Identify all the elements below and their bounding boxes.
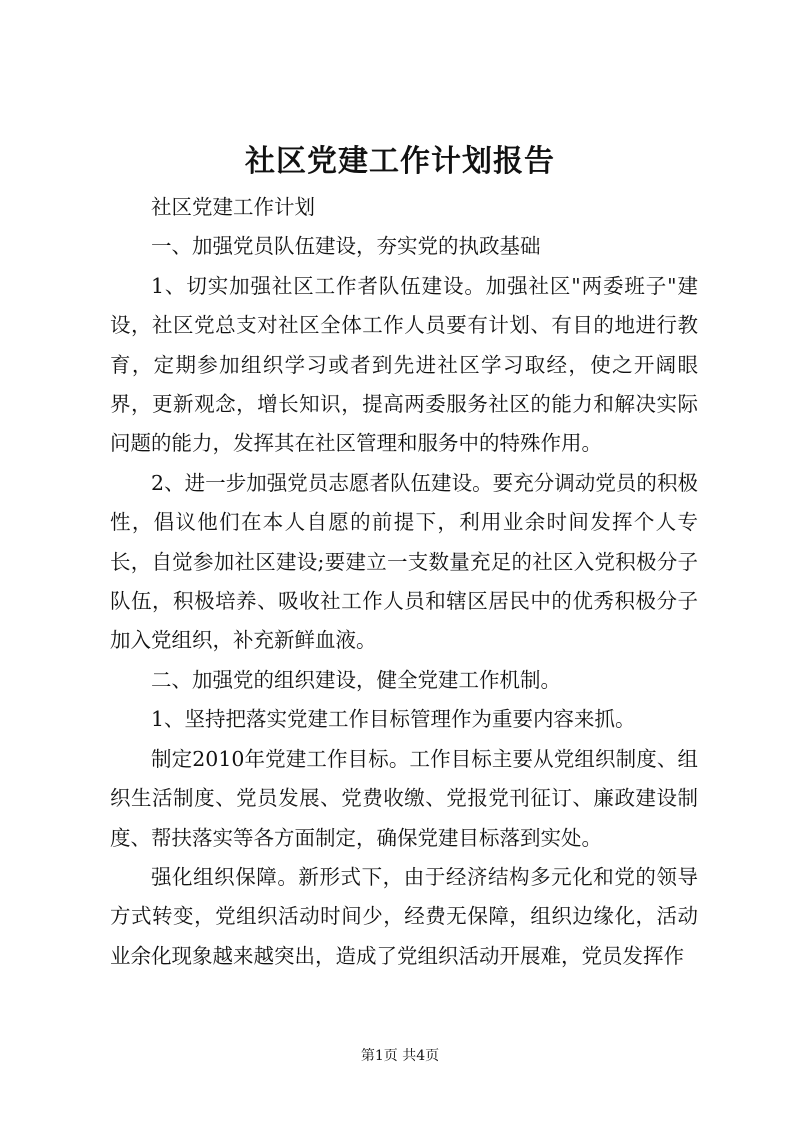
paragraph-item-1-2: 2、进一步加强党员志愿者队伍建设。要充分调动党员的积极性，倡议他们在本人自愿的前提下，利用业余时间发挥个人专长，自觉参加社区建设;要建立一支数量充足的社区入党积极分子队伍，积极培养、吸收社工作人员和辖区居民中的优秀积极分子加入党组织，补充新鲜血液。 bbox=[110, 470, 698, 653]
document-body bbox=[110, 188, 698, 976]
paragraph-heading-1: 一、加强党员队伍建设，夯实党的执政基础 bbox=[151, 234, 541, 259]
paragraph-item-1-1: 1、切实加强社区工作者队伍建设。加强社区"两委班子"建设，社区党总支对社区全体工作人员要有计划、有目的地进行教育，定期参加组织学习或者到先进社区学习取经，使之开阔眼界，更新观念，增长知识，提高两委服务社区的能力和解决实际问题的能力，发挥其在社区管理和服务中的特殊作用。 bbox=[110, 273, 698, 456]
document-title: 社区党建工作计划报告 bbox=[245, 144, 555, 179]
paragraph-heading-2: 二、加强党的组织建设，健全党建工作机制。 bbox=[151, 667, 561, 692]
paragraph-item-2-1: 1、坚持把落实党建工作目标管理作为重要内容来抓。 bbox=[151, 707, 636, 732]
paragraph-goals: 制定2010年党建工作目标。工作目标主要从党组织制度、组织生活制度、党员发展、党费收缴、党报党刊征订、廉政建设制度、帮扶落实等各方面制定，确保党建目标落到实处。 bbox=[110, 746, 698, 850]
paragraph-guarantee: 强化组织保障。新形式下，由于经济结构多元化和党的领导方式转变，党组织活动时间少，经费无保障，组织边缘化，活动业余化现象越来越突出，造成了党组织活动开展难，党员发挥作 bbox=[110, 864, 698, 968]
paragraph-subtitle: 社区党建工作计划 bbox=[151, 195, 315, 219]
page-number-footer: 第1页 共4页 bbox=[360, 1048, 440, 1064]
